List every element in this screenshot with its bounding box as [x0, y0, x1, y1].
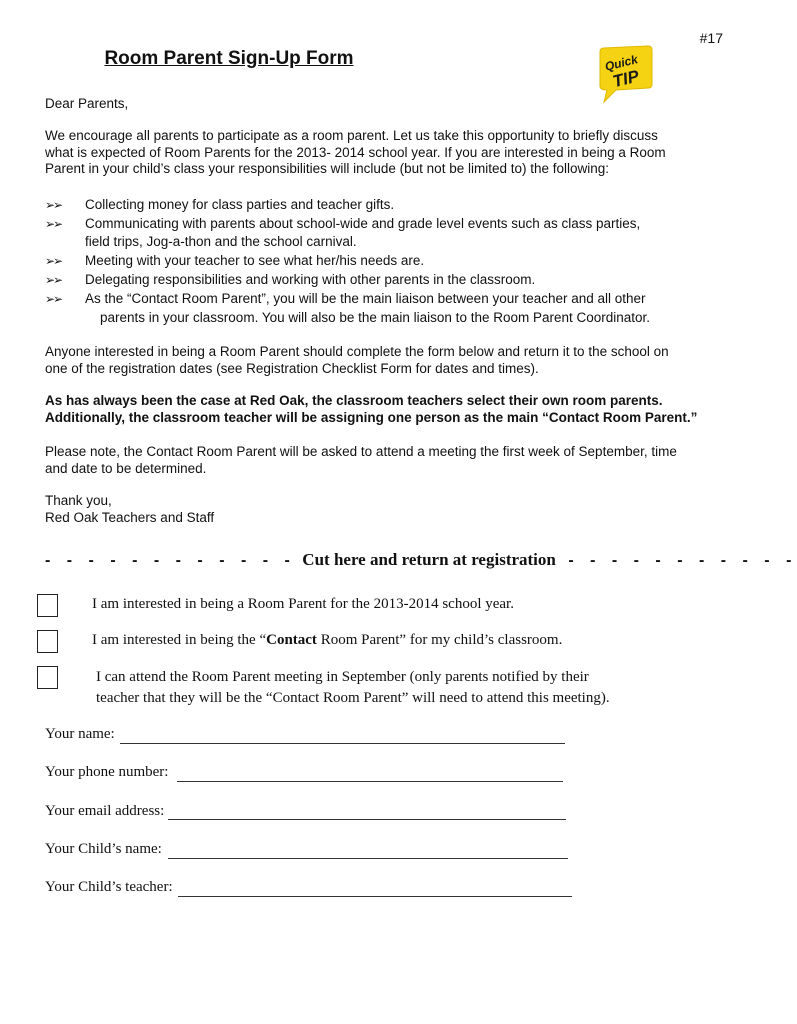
cut-dashes-right: - - - - - - - - - - - [568, 552, 797, 569]
bullet-continuation: parents in your classroom. You will also be the main liaison to the Room Parent Coordinator. [100, 310, 651, 325]
name-field[interactable] [120, 742, 565, 744]
svg-text:Quick: Quick [603, 52, 640, 74]
intro-line: We encourage all parents to participate as a room parent. Let us take this opportunity to briefly discuss [45, 128, 658, 143]
cut-dashes-left: - - - - - - - - - - - - [45, 552, 296, 569]
registration-paragraph [45, 344, 715, 377]
meeting-attendance-checkbox[interactable] [37, 666, 58, 689]
checkbox-label-line: I can attend the Room Parent meeting in September (only parents notified by their [96, 669, 589, 685]
svg-text:TIP: TIP [610, 66, 641, 92]
checkbox-label-part: Room Parent” for my child’s classroom. [316, 632, 563, 648]
contact-room-parent-checkbox[interactable] [37, 630, 58, 653]
arrow-bullet-icon: ➢➢ [45, 254, 62, 268]
email-field[interactable] [168, 818, 566, 820]
bullet-text: Delegating responsibilities and working with other parents in the classroom. [85, 272, 536, 287]
paragraph-line: As has always been the case at Red Oak, the classroom teachers select their own room parents. [45, 393, 663, 408]
bullet-text: Communicating with parents about school-wide and grade level events such as class parties, [85, 216, 641, 231]
paragraph-line: and date to be determined. [45, 460, 207, 476]
intro-paragraph [45, 128, 715, 178]
room-parent-interest-checkbox[interactable] [37, 594, 58, 617]
phone-field-label: Your phone number: [45, 764, 169, 780]
arrow-bullet-icon: ➢➢ [45, 217, 62, 231]
arrow-bullet-icon: ➢➢ [45, 292, 62, 306]
closing-line: Thank you, [45, 493, 112, 508]
closing-signature [45, 493, 715, 526]
selection-note-paragraph [45, 393, 715, 426]
cut-line [45, 550, 797, 570]
name-field-label: Your name: [45, 726, 115, 742]
checkbox-label-part: I am interested in being the “ [92, 632, 267, 648]
paragraph-line: Additionally, the classroom teacher will be assigning one person as the main “Contact Room Parent.” [45, 409, 698, 425]
paragraph-line: Please note, the Contact Room Parent will be asked to attend a meeting the first week of September, time [45, 444, 677, 459]
checkbox-label [92, 632, 562, 649]
bullet-text: As the “Contact Room Parent”, you will be the main liaison between your teacher and all other [85, 291, 646, 306]
cut-line-label: Cut here and return at registration [302, 550, 556, 569]
arrow-bullet-icon: ➢➢ [45, 198, 62, 212]
child-teacher-field[interactable] [178, 895, 572, 897]
checkbox-label-bold: Contact [266, 632, 317, 648]
arrow-bullet-icon: ➢➢ [45, 273, 62, 287]
checkbox-label: I am interested in being a Room Parent for the 2013-2014 school year. [92, 596, 514, 612]
email-field-label: Your email address: [45, 803, 165, 819]
child-name-field[interactable] [168, 857, 568, 859]
checkbox-label-line: teacher that they will be the “Contact Room Parent” will need to attend this meeting). [96, 690, 610, 706]
checkbox-label [96, 667, 610, 709]
bullet-text: Collecting money for class parties and teacher gifts. [85, 197, 395, 212]
paragraph-line: Anyone interested in being a Room Parent should complete the form below and return it to the school on [45, 344, 669, 359]
phone-field[interactable] [177, 780, 563, 782]
paragraph-line: one of the registration dates (see Registration Checklist Form for dates and times). [45, 360, 539, 376]
closing-line: Red Oak Teachers and Staff [45, 509, 215, 525]
child-teacher-field-label: Your Child’s teacher: [45, 879, 173, 895]
page-title: Room Parent Sign-Up Form [104, 48, 354, 69]
intro-line: what is expected of Room Parents for the 2013- 2014 school year. If you are interested in being a Room [45, 144, 666, 160]
bullet-continuation: field trips, Jog-a-thon and the school carnival. [85, 234, 357, 249]
bullet-text: Meeting with your teacher to see what her/his needs are. [85, 253, 425, 268]
page-number: #17 [699, 30, 723, 46]
child-name-field-label: Your Child’s name: [45, 841, 162, 857]
intro-line: Parent in your child’s class your responsibilities will include (but not be limited to) the following: [45, 161, 610, 176]
greeting: Dear Parents, [45, 96, 129, 111]
meeting-paragraph [45, 444, 715, 477]
